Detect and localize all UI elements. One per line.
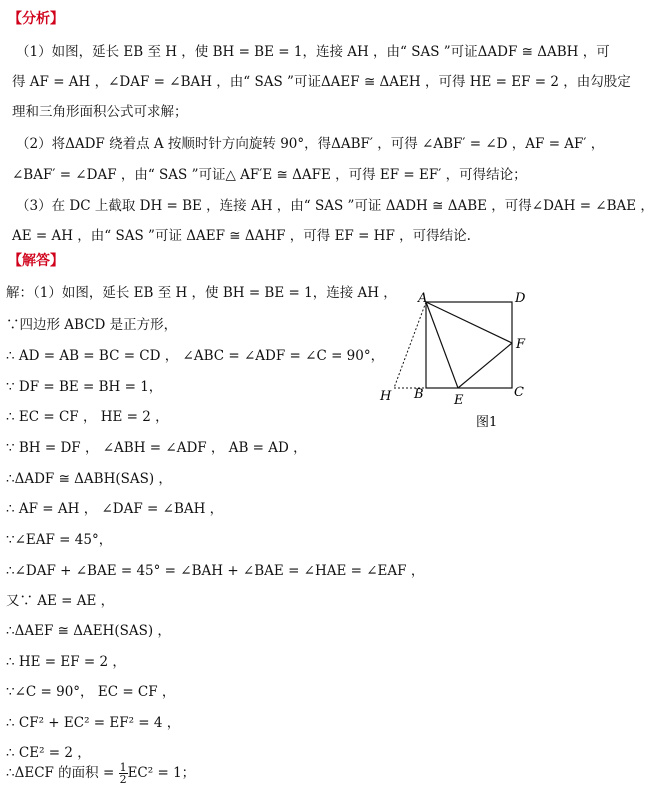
solution-line: ∴ EC = CF ， HE = 2 ， (6, 409, 169, 425)
fraction-numerator: 1 (119, 761, 127, 774)
analysis-line-3a: （3）在 DC 上截取 DH = BE ，连接 AH ，由“ SAS ”可证 ΔADH ≅ ΔABE ，可得∠DAH = ∠BAE ， (16, 198, 654, 214)
segment-ef (458, 343, 512, 388)
analysis-line-2a: （2）将ΔADF 绕着点 A 按顺时针方向旋转 90°，得ΔABF′ ，可得 ∠ABF′ = ∠D ，AF = AF′ ， (16, 136, 605, 152)
solution-line: ∴ CE² = 2 ， (6, 745, 91, 761)
analysis-line-1b: 得 AF = AH ，∠DAF = ∠BAH ，由“ SAS ”可证ΔAEF ≅ ΔAEH ，可得 HE = EF = 2 ，由勾股定 (12, 74, 631, 90)
solution-line: ∴ HE = EF = 2 ， (6, 654, 126, 670)
solution-line: ∵四边形 ABCD 是正方形， (6, 317, 178, 333)
solution-line: ∴ AD = AB = BC = CD ， ∠ABC = ∠ADF = ∠C = 90°， (6, 348, 385, 364)
solution-tag: 【解答】 (8, 253, 64, 269)
solution-line: ∵ BH = DF ， ∠ABH = ∠ADF ， AB = AD ， (6, 440, 307, 456)
solution-line: ∴∠DAF + ∠BAE = 45° = ∠BAH + ∠BAE = ∠HAE = ∠EAF ， (6, 563, 425, 579)
area-suffix: EC² = 1； (127, 765, 196, 781)
label-h: H (380, 389, 392, 404)
solution-line: ∵ DF = BE = BH = 1， (6, 379, 163, 395)
solution-line: ∴ CF² + EC² = EF² = 4 ， (6, 715, 181, 731)
solution-line: ∵∠C = 90°， EC = CF ， (6, 684, 176, 700)
label-a: A (418, 291, 428, 306)
solution-line: 解：（1）如图，延长 EB 至 H ，使 BH = BE = 1，连接 AH ， (6, 285, 397, 301)
fraction-denominator: 2 (119, 773, 127, 786)
area-prefix: ∴ΔECF 的面积 = (6, 765, 119, 781)
geometry-figure (376, 288, 536, 438)
analysis-tag: 【分析】 (8, 11, 64, 27)
solution-area-line (6, 761, 195, 785)
label-e: E (454, 393, 464, 408)
solution-line: 又∵ AE = AE ， (6, 593, 115, 609)
label-d: D (515, 291, 526, 306)
fraction (119, 762, 128, 785)
solution-line: ∵∠EAF = 45°， (6, 532, 113, 548)
solution-line: ∴ΔADF ≅ ΔABH(SAS) ， (6, 471, 172, 487)
analysis-line-1c: 理和三角形面积公式可求解； (12, 104, 188, 120)
analysis-line-3b: AE = AH ，由“ SAS ”可证 ΔAEF ≅ ΔAHF ，可得 EF = HF ，可得结论. (12, 228, 471, 244)
label-c: C (514, 385, 524, 400)
label-f: F (516, 337, 526, 352)
analysis-line-2b: ∠BAF′ = ∠DAF ，由“ SAS ”可证△ AF′E ≅ ΔAFE ，可得 EF = EF′ ，可得结论； (12, 167, 527, 183)
solution-line: ∴ AF = AH ， ∠DAF = ∠BAH ， (6, 501, 224, 517)
label-b: B (414, 387, 424, 402)
analysis-line-1a: （1）如图，延长 EB 至 H ，使 BH = BE = 1，连接 AH ，由“ SAS ”可证ΔADF ≅ ΔABH ，可 (16, 44, 610, 60)
segment-ah-dashed (394, 302, 426, 388)
solution-line: ∴ΔAEF ≅ ΔAEH(SAS) ， (6, 623, 171, 639)
square-abcd (426, 302, 512, 388)
figure-caption: 图1 (476, 415, 498, 430)
